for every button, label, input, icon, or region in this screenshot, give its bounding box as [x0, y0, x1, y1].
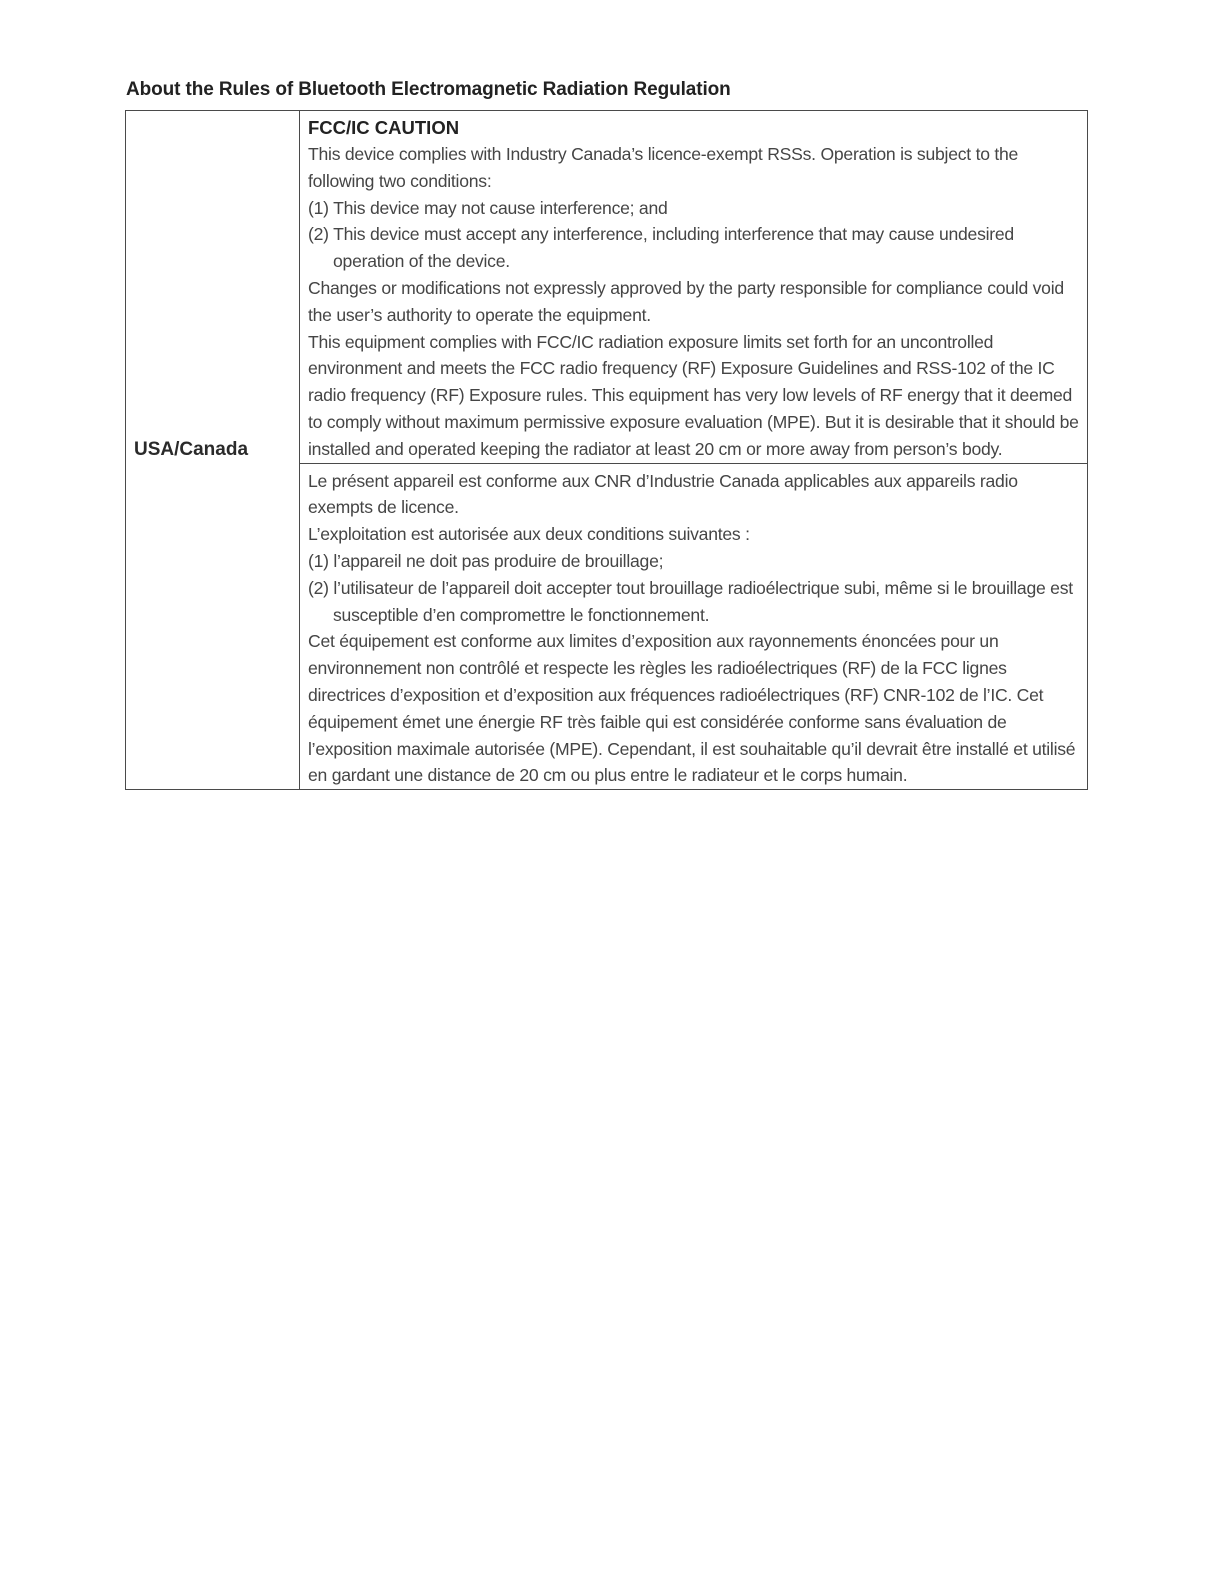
english-exposure-statement: This equipment complies with FCC/IC radiation exposure limits set forth for an uncontrolled environment and meets the FCC radio frequency (RF) Exposure Guidelines and RSS-102 of the IC radio frequency (RF) Exposure rules. This equipment has very low levels of RF energy that it deemed to comply without maximum permissive exposure evaluation (MPE). But it is desirable that it should be installed and operated keeping the radiator at least 20 cm or more away from person’s body.: [308, 331, 1079, 459]
region-label: USA/Canada: [134, 439, 249, 461]
caution-heading: FCC/IC CAUTION: [308, 117, 460, 138]
english-condition-1: (1) This device may not cause interference; and: [308, 197, 668, 218]
english-intro: This device complies with Industry Canada’s licence-exempt RSSs. Operation is subject to the following two conditions:: [308, 144, 1019, 191]
french-notice-cell: [300, 463, 1088, 790]
french-condition-2: (2) l’utilisateur de l’appareil doit accepter tout brouillage radioélectrique subi, même si le brouillage est susceptible d’en compromettre le fonctionnement.: [308, 577, 1073, 625]
french-operation: L’exploitation est autorisée aux deux conditions suivantes :: [308, 524, 750, 545]
french-condition-1: (1) l’appareil ne doit pas produire de brouillage;: [308, 550, 664, 571]
french-notice: [300, 464, 1087, 790]
french-exposure-statement: Cet équipement est conforme aux limites d’exposition aux rayonnements énoncées pour un environnement non contrôlé et respecte les règles les radioélectriques (RF) de la FCC lignes directrices d’exposition et d’exposition aux fréquences radioélectriques (RF) CNR-102 de l’IC. Cet équipement émet une énergie RF très faible qui est considérée conforme sans évaluation de l’exposition maximale autorisée (MPE). Cependant, il est souhaitable qu’il devrait être installé et utilisé en gardant une distance de 20 cm ou plus entre le radiateur et le corps humain.: [308, 631, 1076, 786]
table-row: [126, 111, 1088, 464]
page-title: About the Rules of Bluetooth Electromagnetic Radiation Regulation: [126, 79, 731, 100]
french-intro: Le présent appareil est conforme aux CNR d’Industrie Canada applicables aux appareils radio exempts de licence.: [308, 470, 1018, 518]
english-condition-2: (2) This device must accept any interference, including interference that may cause undesired operation of the device.: [308, 224, 1014, 272]
regulation-table: [125, 110, 1088, 790]
english-changes-warning: Changes or modifications not expressly approved by the party responsible for compliance could void the user’s authority to operate the equipment.: [308, 277, 1064, 325]
region-cell: [126, 111, 300, 790]
english-notice-cell: [300, 111, 1088, 464]
english-notice: [300, 111, 1087, 463]
